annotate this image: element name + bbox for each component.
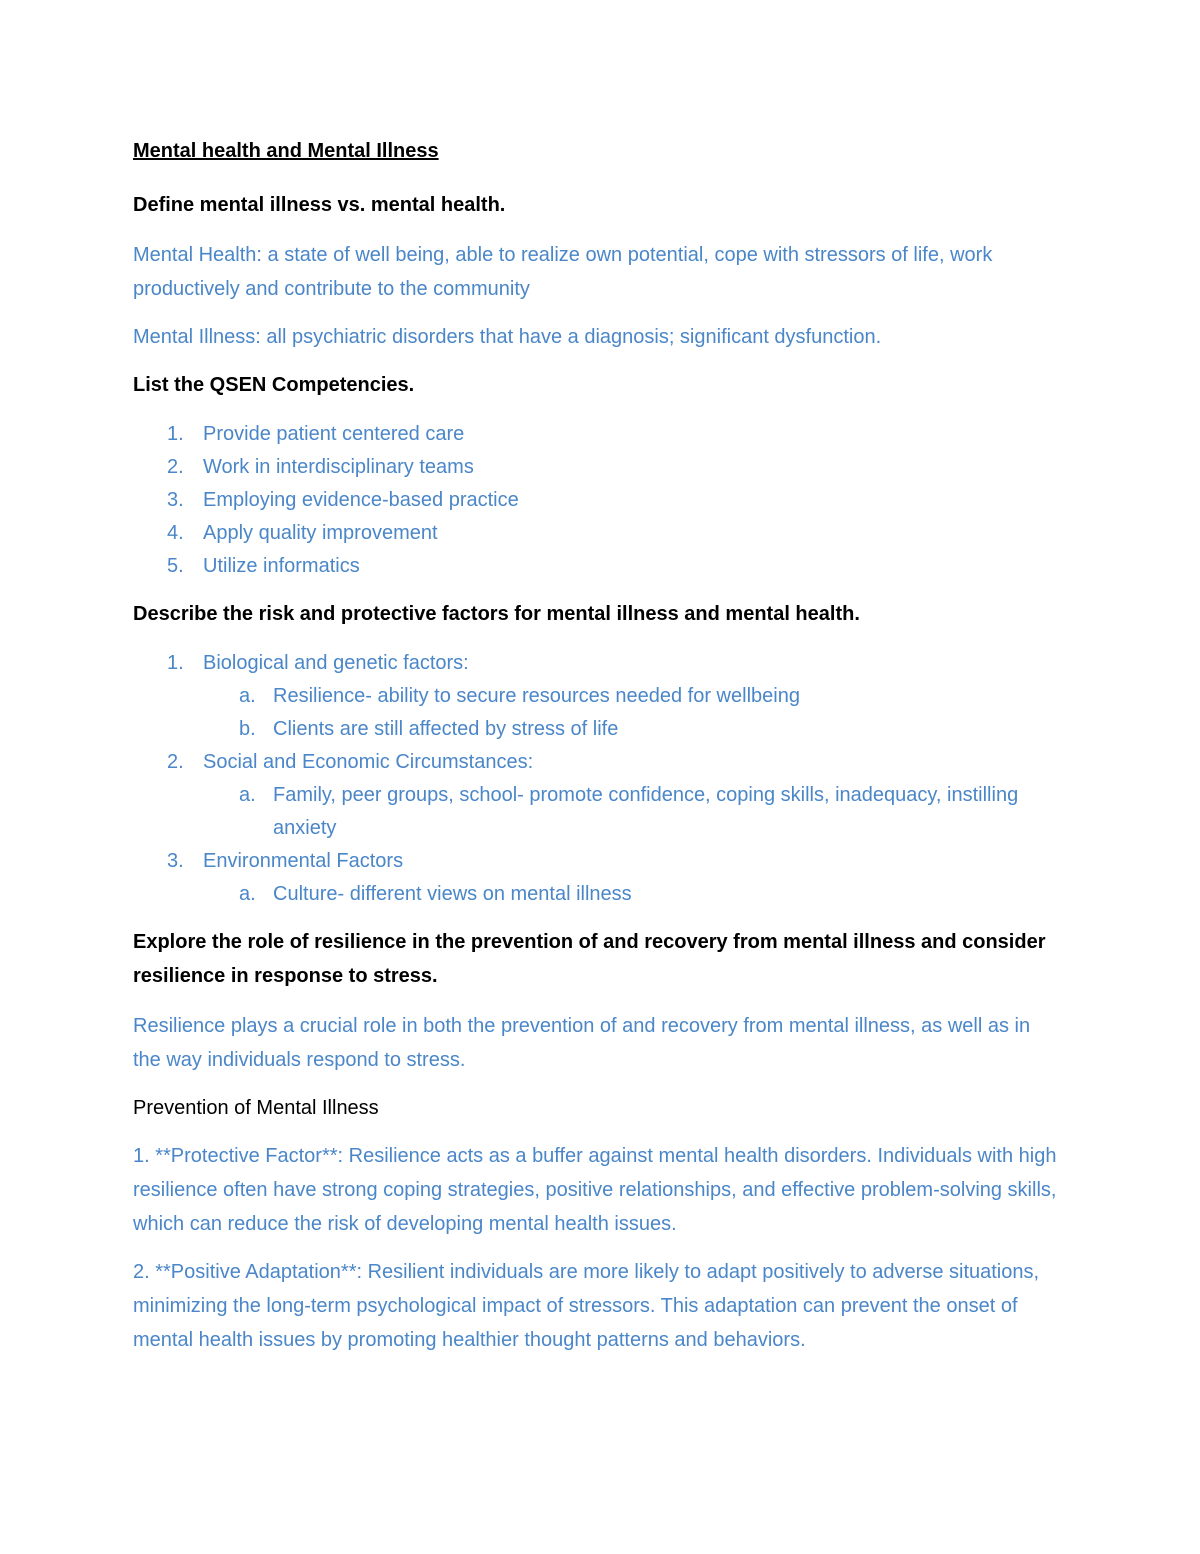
qsen-list [133, 418, 1063, 583]
list-item-text: Environmental Factors [203, 850, 404, 872]
resilience-intro: Resilience plays a crucial role in both the prevention of and recovery from mental illness, as well as in the way individuals respond to stress. [133, 1015, 1031, 1071]
sub-list-letter: a. [239, 685, 256, 707]
list-item-text: Provide patient centered care [203, 423, 465, 445]
list-item-text: Apply quality improvement [203, 522, 438, 544]
prevention-point: 2. **Positive Adaptation**: Resilient individuals are more likely to adapt positively to adverse situations, minimizing the long-term psychological impact of stressors. This adaptation can prevent the onset of mental health issues by promoting healthier thought patterns and behaviors. [133, 1261, 1040, 1351]
sub-list-item [203, 878, 1063, 911]
list-number: 2. [167, 751, 184, 773]
mental-health-definition: Mental Health: a state of well being, able to realize own potential, cope with stressors of life, work productively and contribute to the community [133, 244, 993, 300]
sub-list-letter: b. [239, 718, 256, 740]
list-item-text: Utilize informatics [203, 555, 360, 577]
sub-list-item [203, 680, 1063, 713]
sub-list-text: Resilience- ability to secure resources needed for wellbeing [273, 685, 800, 707]
document-title: Mental health and Mental Illness [133, 140, 439, 162]
sub-list-text: Family, peer groups, school- promote confidence, coping skills, inadequacy, instilling anxiety [273, 784, 1019, 839]
question-resilience: Explore the role of resilience in the prevention of and recovery from mental illness and consider resilience in response to stress. [133, 931, 1046, 987]
list-item [133, 746, 1063, 845]
factors-list [133, 647, 1063, 911]
question-risk-factors: Describe the risk and protective factors for mental illness and mental health. [133, 603, 860, 625]
prevention-heading: Prevention of Mental Illness [133, 1097, 379, 1119]
list-number: 5. [167, 555, 184, 577]
list-item-text: Social and Economic Circumstances: [203, 751, 534, 773]
list-item [133, 550, 1063, 583]
question-define: Define mental illness vs. mental health. [133, 194, 506, 216]
prevention-point: 1. **Protective Factor**: Resilience acts as a buffer against mental health disorders. Individuals with high resilience often have strong coping strategies, positive relationships, and effective problem-solving skills, which can reduce the risk of developing mental health issues. [133, 1145, 1057, 1235]
list-number: 1. [167, 652, 184, 674]
list-item [133, 418, 1063, 451]
sub-list-item [203, 713, 1063, 746]
sub-list-letter: a. [239, 784, 256, 806]
list-item [133, 484, 1063, 517]
sub-list-text: Clients are still affected by stress of life [273, 718, 619, 740]
list-item [133, 647, 1063, 746]
list-item [133, 845, 1063, 911]
sub-list-letter: a. [239, 883, 256, 905]
sub-list [203, 779, 1063, 845]
list-item-text: Employing evidence-based practice [203, 489, 519, 511]
list-number: 3. [167, 850, 184, 872]
list-item-text: Biological and genetic factors: [203, 652, 469, 674]
list-number: 1. [167, 423, 184, 445]
sub-list-text: Culture- different views on mental illness [273, 883, 632, 905]
list-number: 3. [167, 489, 184, 511]
sub-list [203, 878, 1063, 911]
document-page [133, 136, 1063, 1371]
sub-list-item [203, 779, 1063, 845]
sub-list [203, 680, 1063, 746]
mental-illness-definition: Mental Illness: all psychiatric disorders that have a diagnosis; significant dysfunction. [133, 326, 882, 348]
list-number: 4. [167, 522, 184, 544]
question-qsen: List the QSEN Competencies. [133, 374, 415, 396]
list-item-text: Work in interdisciplinary teams [203, 456, 474, 478]
list-item [133, 451, 1063, 484]
list-item [133, 517, 1063, 550]
list-number: 2. [167, 456, 184, 478]
